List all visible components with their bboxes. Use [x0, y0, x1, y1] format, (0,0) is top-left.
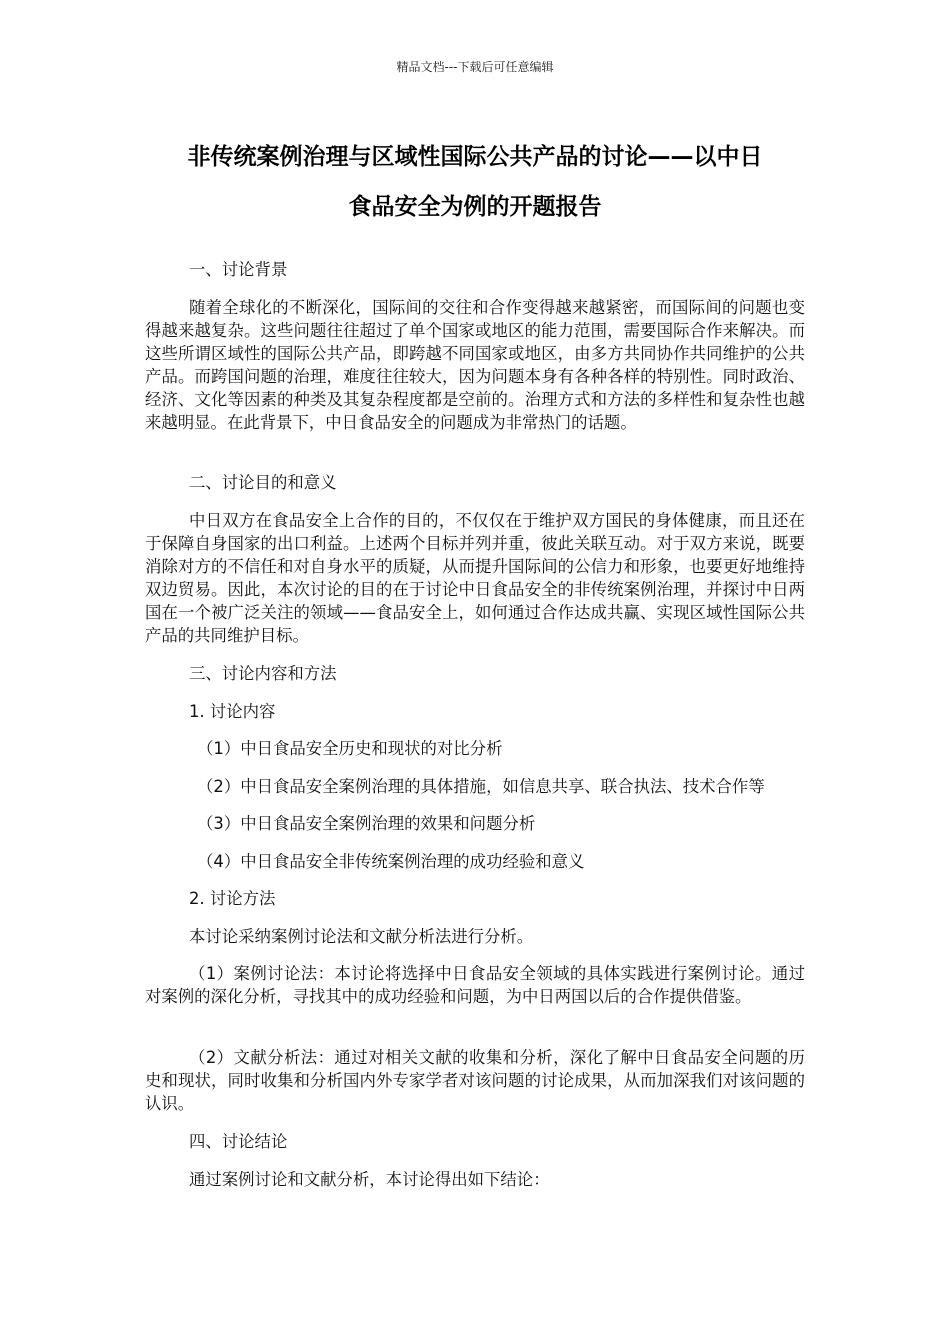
- section-2-paragraph: 中日双方在食品安全上合作的目的，不仅仅在于维护双方国民的身体健康，而且还在于保障自身国家的出口利益。上述两个目标并列并重，彼此关联互动。对于双方来说，既要消除对方的不信任和对自身水平的质疑，从而提升国际间的公信力和形象，也要更好地维持双边贸易。因此，本次讨论的目的在于讨论中日食品安全的非传统案例治理，并探讨中日两国在一个被广泛关注的领域——食品安全上，如何通过合作达成共赢、实现区域性国际公共产品的共同维护目标。: [145, 511, 805, 645]
- header-note: 精品文档---下载后可任意编辑: [396, 60, 554, 74]
- title-line-1: 非传统案例治理与区域性国际公共产品的讨论——以中日: [187, 144, 763, 170]
- section-3-subheading-method: 2. 讨论方法: [189, 889, 276, 908]
- section-1-heading: 一、讨论背景: [189, 260, 288, 279]
- section-4-paragraph: 通过案例讨论和文献分析，本讨论得出如下结论：: [189, 1170, 550, 1189]
- list-item: （1）中日食品安全历史和现状的对比分析: [197, 739, 503, 758]
- document-title: [145, 132, 805, 232]
- method-literature: （2）文献分析法：通过对相关文献的收集和分析，深化了解中日食品安全问题的历史和现状，同时收集和分析国内外专家学者对该问题的讨论成果，从而加深我们对该问题的认识。: [145, 1048, 805, 1113]
- section-3-subheading-content: 1. 讨论内容: [189, 702, 276, 721]
- section-1-paragraph: 随着全球化的不断深化，国际间的交往和合作变得越来越紧密，而国际间的问题也变得越来越复杂。这些问题往往超过了单个国家或地区的能力范围，需要国际合作来解决。而这些所谓区域性的国际公共产品，即跨越不同国家或地区，由多方共同协作共同维护的公共产品。而跨国问题的治理，难度往往较大，因为问题本身有各种各样的特别性。同时政治、经济、文化等因素的种类及其复杂程度都是空前的。治理方式和方法的多样性和复杂性也越来越明显。在此背景下，中日食品安全的问题成为非常热门的话题。: [145, 298, 805, 432]
- list-item: （2）中日食品安全案例治理的具体措施，如信息共享、联合执法、技术合作等: [197, 777, 765, 796]
- list-item: （4）中日食品安全非传统案例治理的成功经验和意义: [197, 852, 585, 871]
- list-item: （3）中日食品安全案例治理的效果和问题分析: [197, 814, 536, 833]
- method-intro: 本讨论采纳案例讨论法和文献分析法进行分析。: [189, 927, 534, 946]
- section-3-heading: 三、讨论内容和方法: [189, 664, 337, 683]
- section-2-heading: 二、讨论目的和意义: [189, 473, 337, 492]
- method-case-study: （1）案例讨论法：本讨论将选择中日食品安全领域的具体实践进行案例讨论。通过对案例的深化分析，寻找其中的成功经验和问题，为中日两国以后的合作提供借鉴。: [145, 964, 805, 1006]
- title-line-2: 食品安全为例的开题报告: [348, 194, 602, 220]
- section-4-heading: 四、讨论结论: [189, 1132, 288, 1151]
